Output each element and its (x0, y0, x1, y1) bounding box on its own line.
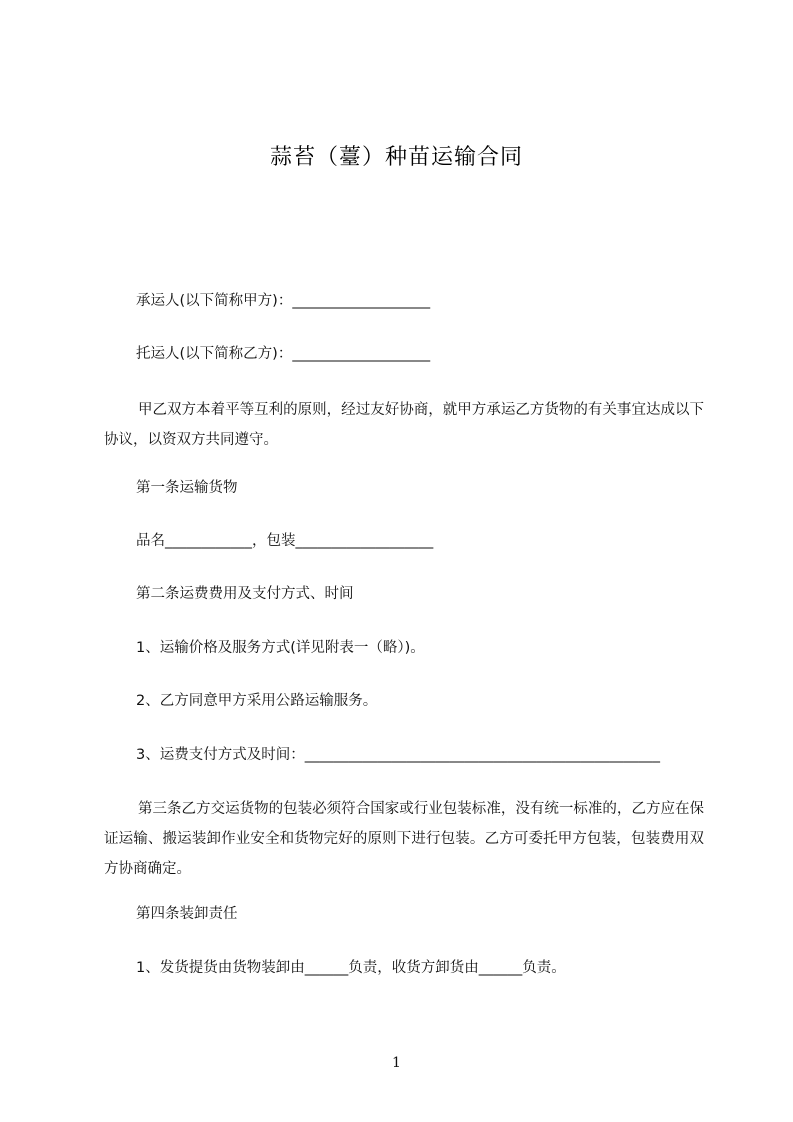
intro-paragraph: 甲乙双方本着平等互利的原则，经过友好协商，就甲方承运乙方货物的有关事宜达成以下协议，以资双方共同遵守。 (104, 402, 704, 448)
article1-goods-line: 品名____________，包装___________________ (136, 533, 434, 549)
document-title: 蒜苔（薹）种苗运输合同 (269, 145, 523, 170)
article2-title: 第二条运费费用及支付方式、时间 (136, 586, 354, 602)
carrier-line: 承运人(以下简称甲方)：___________________ (136, 293, 431, 309)
article1-title: 第一条运输货物 (136, 480, 238, 496)
shipper-line: 托运人(以下简称乙方)：___________________ (136, 346, 431, 362)
article3-paragraph: 第三条乙方交运货物的包装必须符合国家或行业包装标准，没有统一标准的，乙方应在保证运输、搬运装卸作业安全和货物完好的原则下进行包装。乙方可委托甲方包装，包装费用双方协商确定。 (104, 801, 704, 877)
article4-item1: 1、发货提货由货物装卸由______负责，收货方卸货由______负责。 (136, 960, 566, 976)
page-number: 1 (392, 1055, 401, 1071)
article2-item3: 3、运费支付方式及时间：_________________________________________________ (136, 747, 660, 763)
article2-item1: 1、运输价格及服务方式(详见附表一（略）)。 (136, 640, 425, 656)
article4-title: 第四条装卸责任 (136, 906, 238, 922)
article2-item2: 2、乙方同意甲方采用公路运输服务。 (136, 693, 378, 709)
